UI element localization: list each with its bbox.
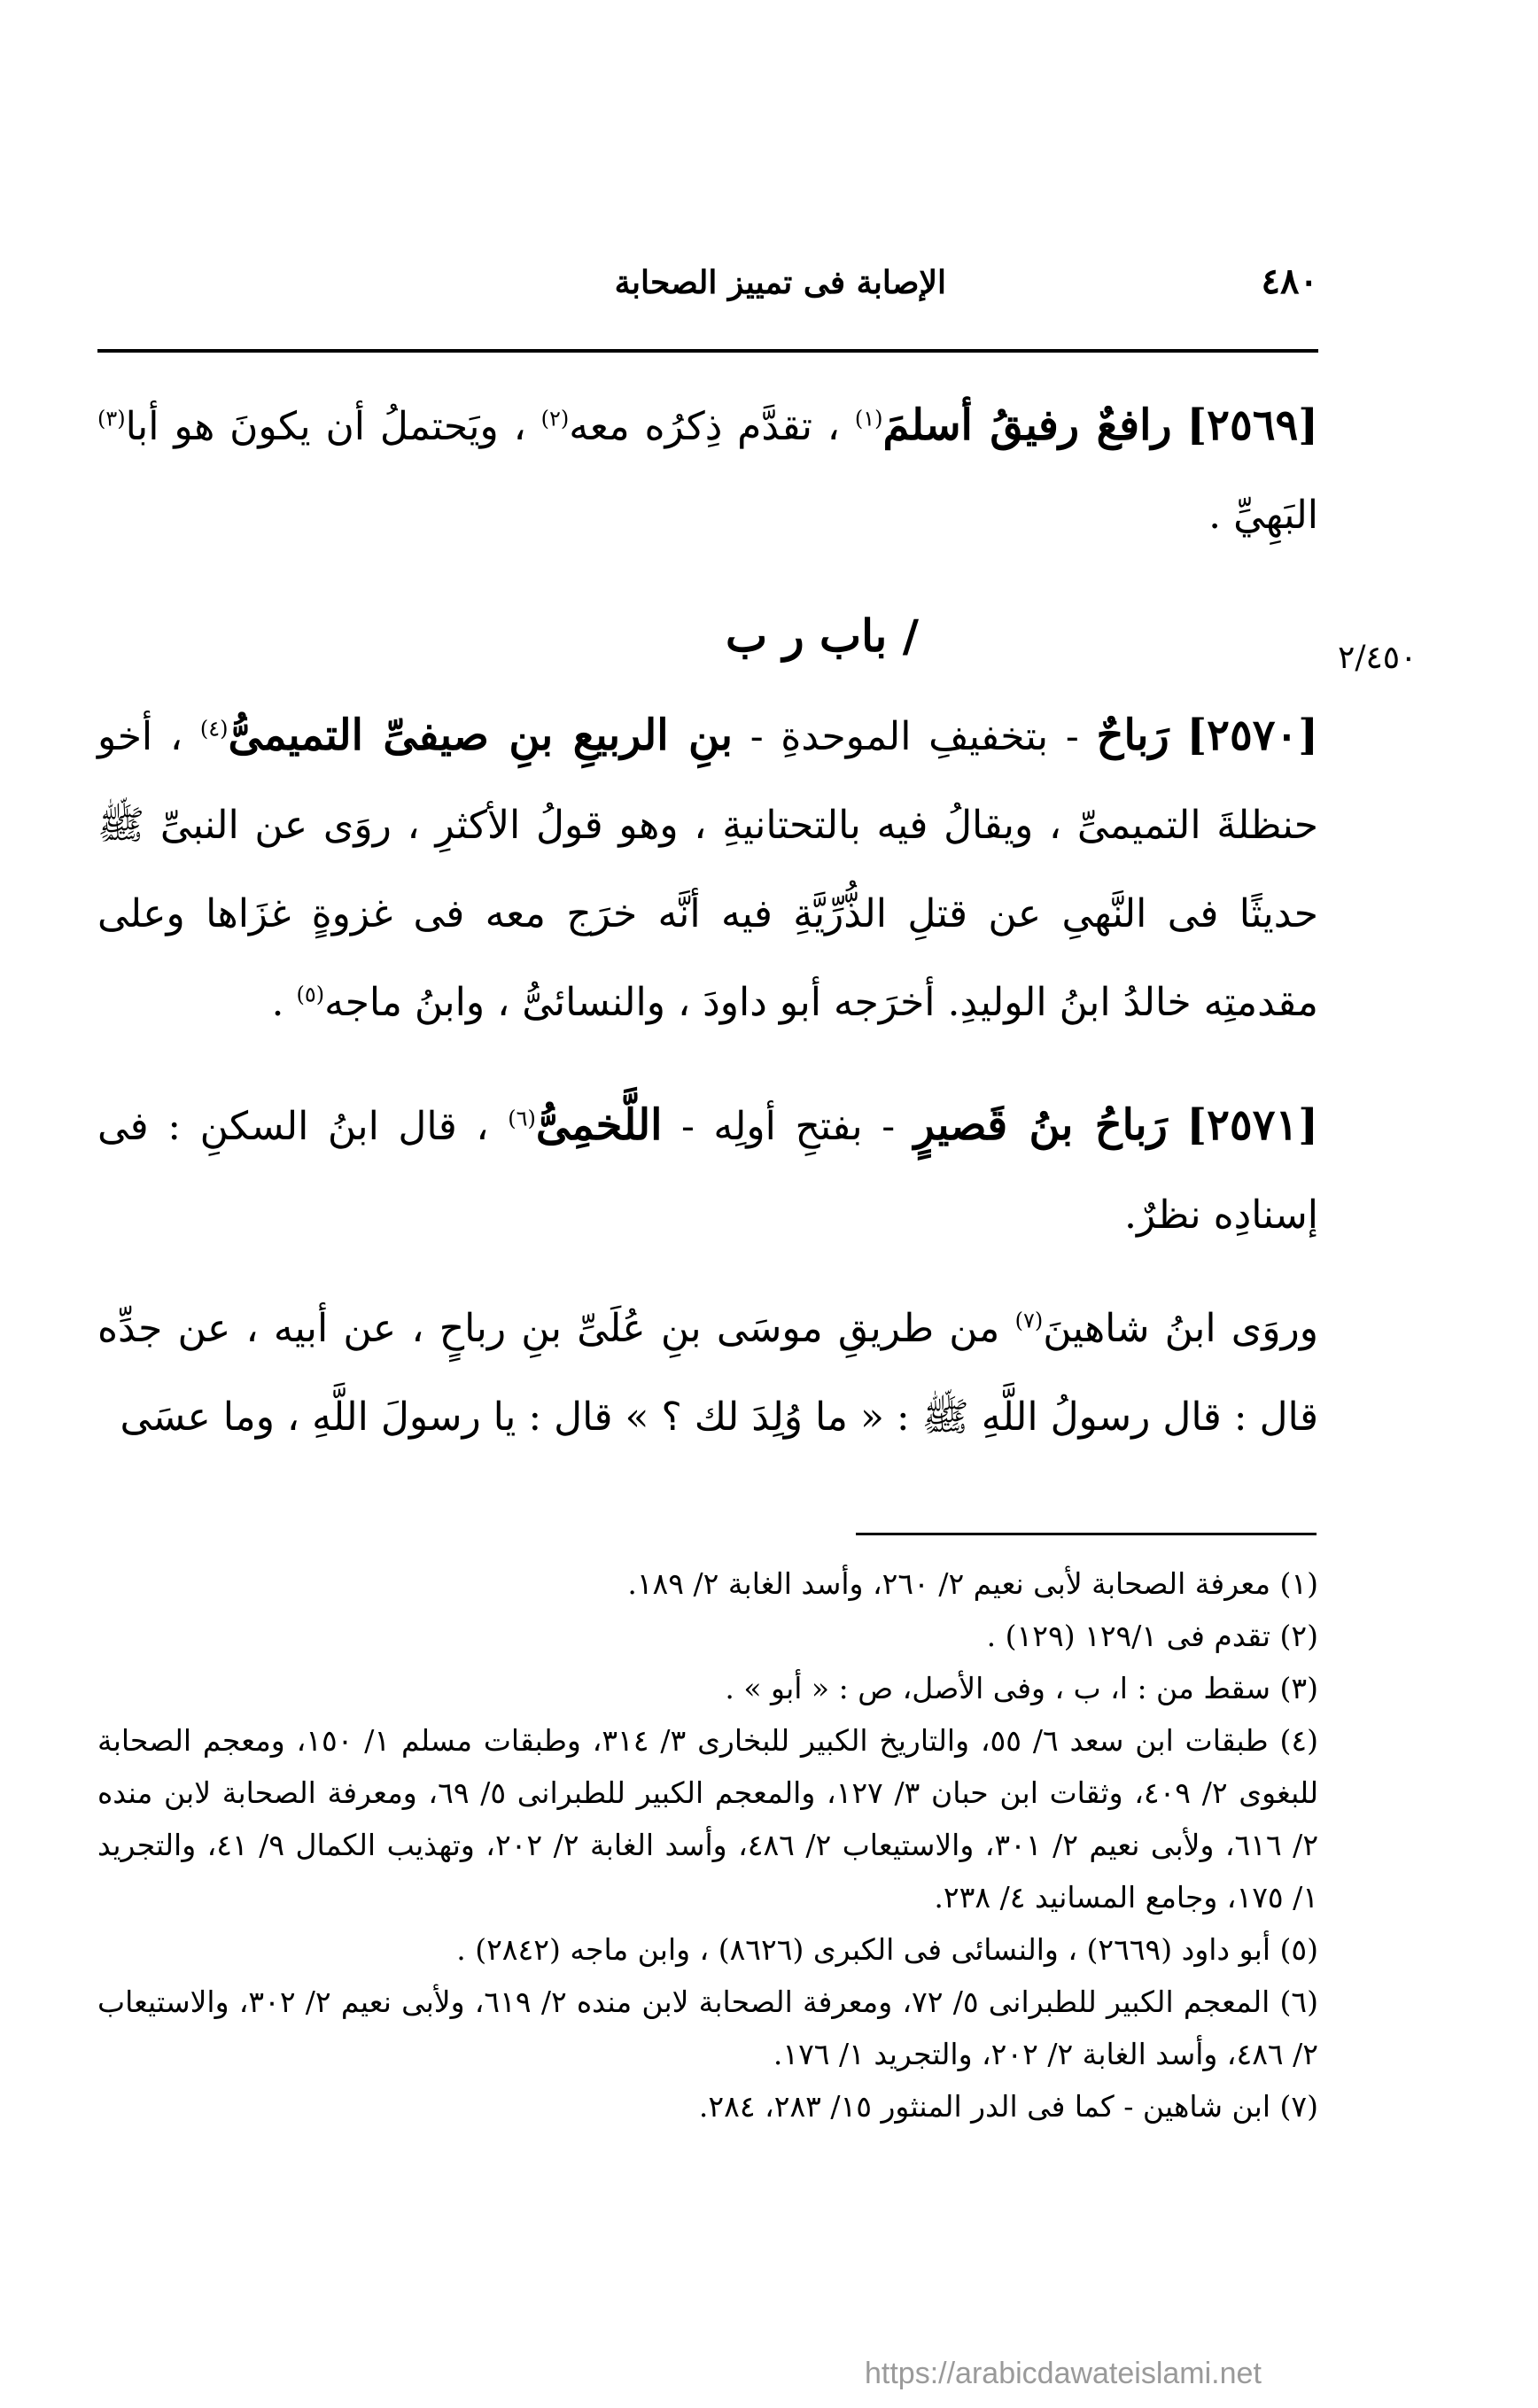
header-rule	[97, 349, 1318, 353]
footnote-ref: (٥)	[296, 982, 325, 1007]
entry-text: - بفتحِ أولِه -	[681, 1104, 896, 1149]
entry-name: رَباحٌ	[1096, 711, 1169, 760]
entry-text: البَهِيِّ .	[1208, 493, 1318, 538]
entry-text: - بتخفيفِ الموحدةِ -	[750, 714, 1079, 759]
page-header	[220, 260, 1318, 317]
entry-text: .	[271, 980, 284, 1025]
entry-name: رافعٌ رفيقُ أسلمَ	[882, 400, 1172, 450]
entry-number: [٢٥٦٩]	[1186, 400, 1318, 450]
entry-number: [٢٥٧١]	[1186, 1100, 1318, 1150]
book-title: الإصابة فى تمييز الصحابة	[614, 264, 946, 301]
narration-paragraph	[97, 1285, 1318, 1462]
chapter-heading: / باب ر ب	[726, 610, 919, 662]
entry-number: [٢٥٧٠]	[1186, 711, 1318, 760]
footnote-ref: (٧)	[1014, 1308, 1044, 1333]
entry-name: رَباحُ بنُ قَصيرٍ	[913, 1100, 1168, 1150]
footnote-ref: (١)	[854, 406, 883, 431]
entry-text: ، ويَحتملُ أن يكونَ هو أبا	[125, 404, 526, 449]
entry-text: ، أخو حنظلةَ التميمىِّ ، ويقالُ فيه بالتحتانيةِ ، وهو قولُ الأكثرِ ، روَى عن النبىِّ ﷺ حديثًا فى النَّهىِ عن قتلِ الذُّرِّيَّةِ فيه أنَّه خرَج معه فى غزوةٍ غزَاها وعلى مقدمتِه خالدُ ابنُ الوليدِ. أخرَجه أبو داودَ ، والنسائىُّ ، وابنُ ماجه	[97, 714, 1318, 1025]
entry-lineage: بنِ الربيعِ بنِ صيفىِّ التميمىُّ	[228, 711, 733, 760]
paragraph-text: من طريقِ موسَى بنِ عُلَىِّ بنِ رباحٍ ، عن أبيه ، عن جدِّه قال : قال رسولُ اللَّهِ ﷺ : « ما وُلِدَ لك ؟ » قال : يا رسولَ اللَّهِ ، وما عسَى	[97, 1306, 1318, 1440]
footnote-ref: (٦)	[508, 1106, 536, 1131]
footnote-3: (٣) سقط من : ا، ب ، وفى الأصل، ص : « أبو » .	[725, 1671, 1318, 1705]
entry-text: ، تقدَّم ذِكرُه معه	[569, 404, 841, 449]
margin-reference: ٢/٤٥٠	[1338, 640, 1418, 676]
footnote-1: (١) معرفة الصحابة لأبى نعيم ٢/ ٢٦٠، وأسد الغابة ٢/ ١٨٩.	[627, 1566, 1318, 1601]
footnote-ref: (٤)	[199, 716, 229, 742]
entry-text: ، قال ابنُ السكنِ : فى إسنادِه نظرٌ.	[97, 1104, 1318, 1238]
footnote-ref: (٢)	[540, 406, 570, 431]
footnote-7: (٧) ابن شاهين - كما فى الدر المنثور ١٥/ ٢٨٣، ٢٨٤.	[698, 2089, 1318, 2124]
watermark-url: https://arabicdawateislami.net	[865, 2357, 1262, 2390]
footnote-2: (٢) تقدم فى ١٢٩/١ (١٢٩) .	[986, 1619, 1318, 1653]
footnote-separator	[856, 1533, 1317, 1535]
paragraph-text: وروَى ابنُ شاهينَ	[1043, 1306, 1318, 1351]
footnotes	[97, 1557, 1318, 2132]
footnote-4: (٤) طبقات ابن سعد ٦/ ٥٥، والتاريخ الكبير للبخارى ٣/ ٣١٤، وطبقات مسلم ١/ ١٥٠، ومعجم الصحابة للبغوى ٢/ ٤٠٩، وثقات ابن حبان ٣/ ١٢٧، والمعجم الكبير للطبرانى ٥/ ٦٩، ومعرفة الصحابة لابن منده ٢/ ٦١٦، ولأبى نعيم ٢/ ٣٠١، والاستيعاب ٢/ ٤٨٦، وأسد الغابة ٢/ ٢٠٢، وتهذيب الكمال ٩/ ٤١، والتجريد ١/ ١٧٥، وجامع المسانيد ٤/ ٢٣٨.	[97, 1723, 1319, 1915]
page-number: ٤٨٠	[1261, 260, 1318, 302]
footnote-ref: (٣)	[97, 406, 126, 431]
footnote-5: (٥) أبو داود (٢٦٦٩) ، والنسائى فى الكبرى (٨٦٢٦) ، وابن ماجه (٢٨٤٢) .	[456, 1932, 1318, 1967]
footnote-6: (٦) المعجم الكبير للطبرانى ٥/ ٧٢، ومعرفة الصحابة لابن منده ٢/ ٦١٩، ولأبى نعيم ٢/ ٣٠٢، والاستيعاب ٢/ ٤٨٦، وأسد الغابة ٢/ ٢٠٢، والتجريد ١/ ١٧٦.	[97, 1985, 1318, 2071]
entry-2571	[97, 1081, 1318, 1260]
entry-2569	[97, 381, 1318, 560]
entry-2570	[97, 691, 1318, 1047]
entry-nisba: اللَّخمِىُّ	[535, 1100, 663, 1150]
